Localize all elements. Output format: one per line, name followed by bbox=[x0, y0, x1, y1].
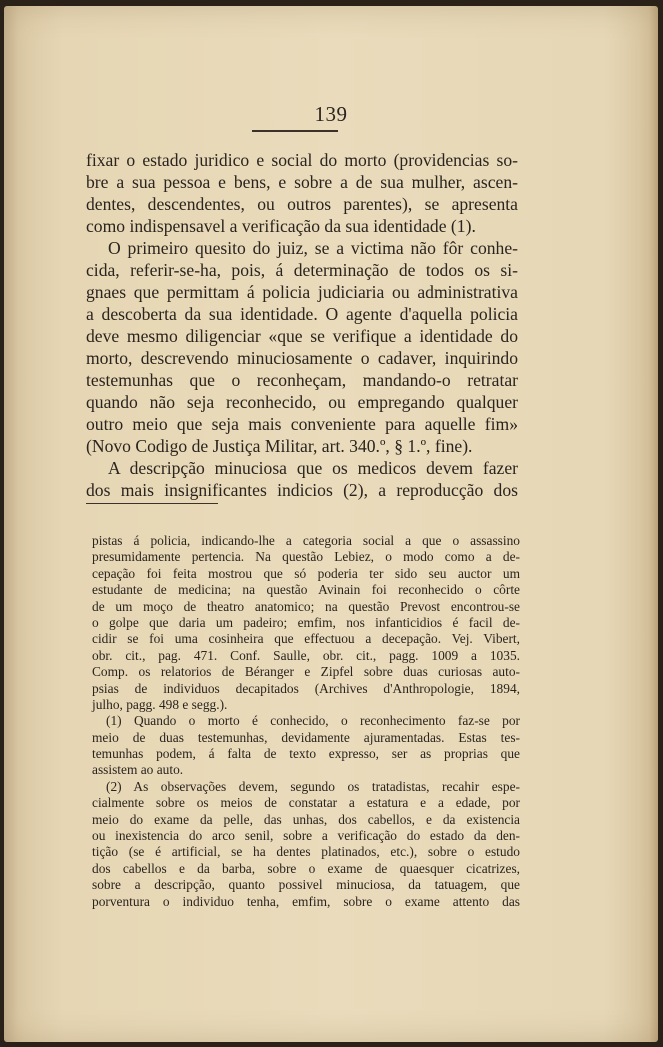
footnotes bbox=[92, 533, 520, 910]
text-line: (Novo Codigo de Justiça Militar, art. 340.º, § 1.º, fine). bbox=[86, 436, 473, 456]
footnote-line: Comp. os relatorios de Béranger e Zipfel sobre duas curiosas auto- bbox=[92, 664, 520, 680]
footnote-line: cialmente sobre os meios de constatar a estatura e a edade, por bbox=[92, 795, 520, 811]
text-line: morto, descrevendo minuciosamente o cadaver, inquirindo bbox=[86, 348, 518, 368]
footnote-line: o golpe que daria um padeiro; emfim, nos infanticidios é facil de- bbox=[92, 614, 520, 630]
header-rule bbox=[252, 130, 338, 132]
footnote-line: meio de duas testemunhas, devidamente ajuramentadas. Estas tes- bbox=[92, 729, 520, 745]
footnote-line: temunhas podem, á falta de texto expresso, ser as proprias que bbox=[92, 746, 520, 762]
text-line: dentes, descendentes, ou outros parentes), se apresenta bbox=[86, 194, 518, 214]
footnote-line: dos cabellos e da barba, sobre o exame de quaesquer cicatrizes, bbox=[92, 860, 520, 876]
text-line: fixar o estado juridico e social do morto (providencias so- bbox=[86, 150, 518, 170]
footnote-line: de um moço de theatro anatomico; na questão Prevost encontrou-se bbox=[92, 598, 520, 614]
footnote-line: sobre a descripção, quanto possivel minuciosa, da tatuagem, que bbox=[92, 877, 520, 893]
text-line: cida, referir-se-ha, pois, á determinação de todos os si- bbox=[86, 260, 518, 280]
footnote-line: obr. cit., pag. 471. Conf. Saulle, obr. cit., pagg. 1009 a 1035. bbox=[92, 647, 520, 663]
text-line: quando não seja reconhecido, ou empregando qualquer bbox=[86, 392, 518, 412]
text-line: bre a sua pessoa e bens, e sobre a de sua mulher, ascen- bbox=[86, 172, 518, 192]
text-line: testemunhas que o reconheçam, mandando-o retratar bbox=[86, 370, 518, 390]
footnote-line: meio do exame da pelle, das unhas, dos cabellos, e da existencia bbox=[92, 811, 520, 827]
footnote-line: psias de individuos decapitados (Archives d'Anthropologie, 1894, bbox=[92, 680, 520, 696]
footnote-line: cidir se foi uma cosinheira que effectuou a decepação. Vej. Vibert, bbox=[92, 631, 520, 647]
footnote-line: tição (se é artificial, se ha dentes platinados, etc.), sobre o estudo bbox=[92, 844, 520, 860]
text-line: O primeiro quesito do juiz, se a victima não fôr conhe- bbox=[108, 238, 518, 258]
page-number: 139 bbox=[314, 102, 348, 126]
footnote-line: (2) As observações devem, segundo os tratadistas, recahir espe- bbox=[106, 778, 520, 794]
text-line: A descripção minuciosa que os medicos devem fazer bbox=[108, 458, 518, 478]
footnote-line: porventura o individuo tenha, emfim, sobre o exame attento das bbox=[92, 893, 520, 909]
text-line: gnaes que permittam á policia judiciaria ou administrativa bbox=[86, 282, 518, 302]
footnote-line: cepação foi feita mostrou que só poderia ter sido seu auctor um bbox=[92, 565, 520, 581]
footnote-line: assistem ao auto. bbox=[92, 762, 184, 778]
footnote-line: estudante de medicina; na questão Avinain foi reconhecido o côrte bbox=[92, 582, 520, 598]
text-line: dos mais insignificantes indicios (2), a reproducção dos bbox=[86, 480, 518, 500]
footnote-line: (1) Quando o morto é conhecido, o reconhecimento faz-se por bbox=[106, 713, 520, 729]
footnote-rule bbox=[86, 503, 218, 504]
book-page bbox=[4, 6, 658, 1042]
footnote-line: pistas á policia, indicando-lhe a categoria social a que o assassino bbox=[92, 533, 520, 548]
footnote-line: presumidamente pertencia. Na questão Lebiez, o modo como a de- bbox=[92, 549, 520, 565]
main-text bbox=[86, 149, 518, 501]
text-line: outro meio que seja mais conveniente para aquelle fim» bbox=[86, 414, 518, 434]
text-line: como indispensavel a verificação da sua identidade (1). bbox=[86, 216, 476, 236]
text-line: deve mesmo diligenciar «que se verifique a identidade do bbox=[86, 326, 518, 346]
text-line: a descoberta da sua identidade. O agente d'aquella policia bbox=[86, 304, 518, 324]
footnote-line: ou inexistencia do arco senil, sobre a verificação do estado da den- bbox=[92, 828, 520, 844]
footnote-line: julho, pagg. 498 e segg.). bbox=[92, 696, 228, 712]
